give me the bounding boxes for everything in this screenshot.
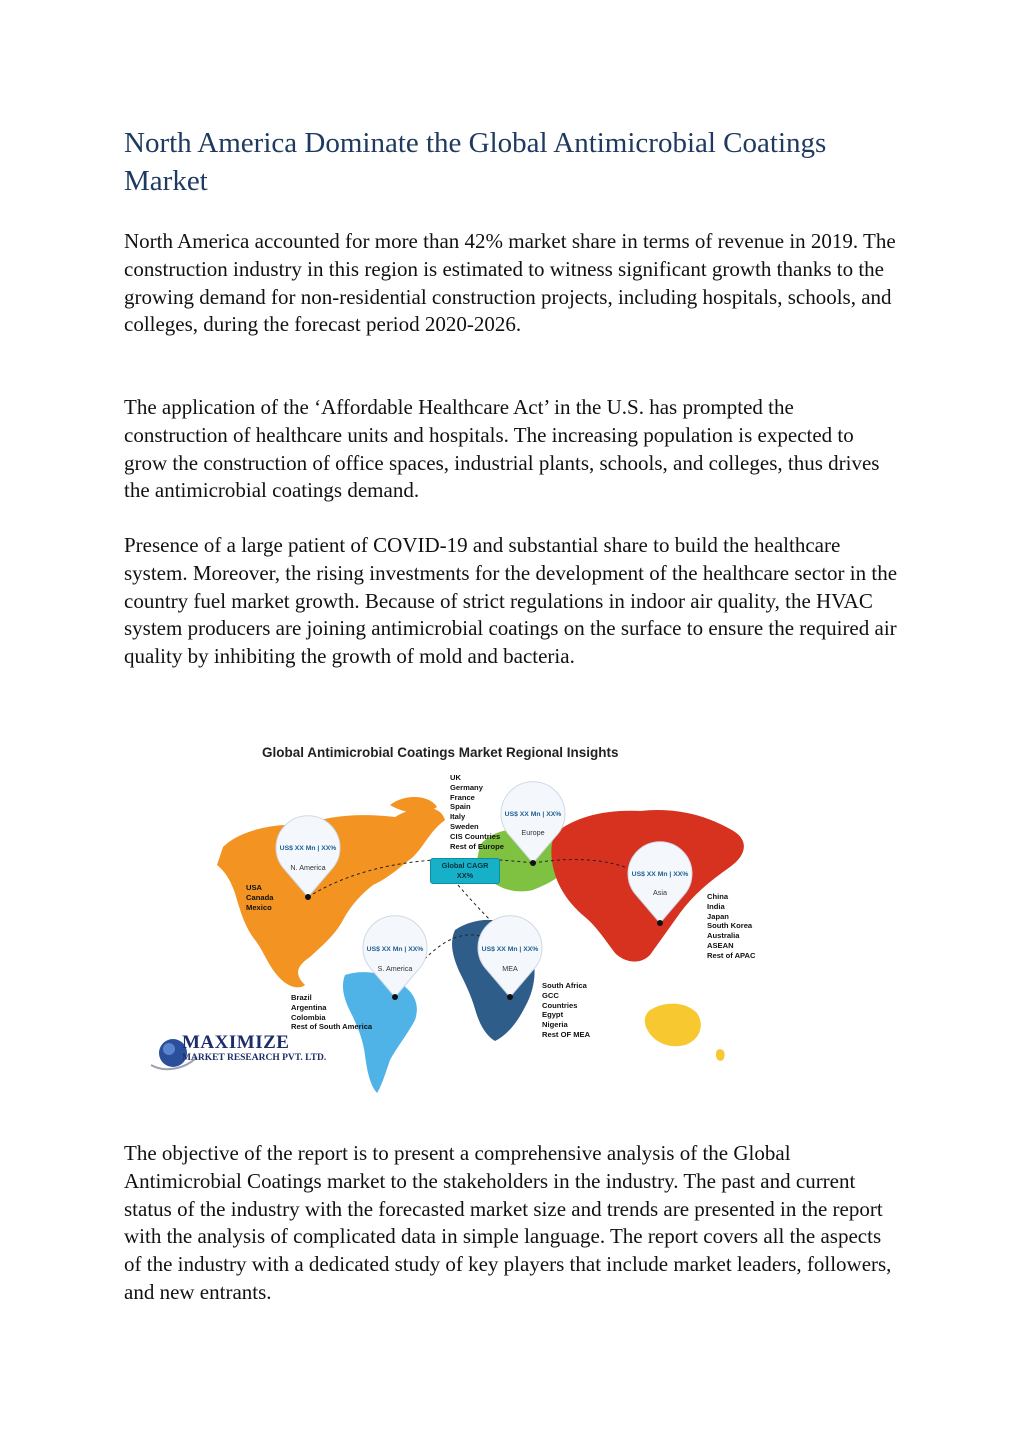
paragraph-3: Presence of a large patient of COVID-19 and substantial share to build the healthcare system. Moreover, the rising investments for the development of the healthcare sector in the country fuel market growth. Because of strict regulations in indoor air quality, the HVAC system producers are joining antimicrobial coatings on the surface to ensure the required air quality by inhibiting the growth of mold and bacteria. bbox=[124, 533, 898, 669]
logo-name: MAXIMIZE bbox=[182, 1032, 290, 1053]
asia-country-list: China India Japan South Korea Australia ASEAN Rest of APAC bbox=[707, 892, 756, 960]
paragraph-2: The application of the ‘Affordable Healthcare Act’ in the U.S. has prompted the construction of healthcare units and hospitals. The increasing population is expected to grow the construction of office spaces, industrial plants, schools, and colleges, thus drives the antimicrobial coatings demand. bbox=[124, 395, 880, 503]
figure-title: Global Antimicrobial Coatings Market Regional Insights bbox=[262, 745, 619, 760]
europe-value: US$ XX Mn | XX% bbox=[504, 811, 562, 818]
na-value: US$ XX Mn | XX% bbox=[279, 845, 337, 852]
na-region: N. America bbox=[290, 863, 326, 872]
australia-shape bbox=[645, 1004, 701, 1047]
global-cagr-badge bbox=[430, 858, 500, 884]
regional-insights-figure bbox=[145, 735, 905, 1095]
mea-region: MEA bbox=[502, 964, 518, 973]
asia-region: Asia bbox=[653, 888, 667, 897]
cagr-value: XX% bbox=[456, 871, 474, 880]
page-title: North America Dominate the Global Antimicrobial Coatings Market bbox=[124, 127, 827, 197]
asia-value: US$ XX Mn | XX% bbox=[631, 871, 689, 878]
sa-country-list: Brazil Argentina Colombia Rest of South America bbox=[291, 993, 373, 1032]
paragraph-1: North America accounted for more than 42% market share in terms of revenue in 2019. The construction industry in this region is estimated to witness significant growth thanks to the growing demand for non-residential construction projects, including hospitals, schools, and colleges, during the forecast period 2020-2026. bbox=[124, 229, 896, 337]
europe-region: Europe bbox=[521, 828, 545, 837]
mea-country-list: South Africa GCC Countries Egypt Nigeria Rest OF MEA bbox=[542, 981, 591, 1039]
south-america-shape bbox=[343, 972, 417, 1093]
sa-region: S. America bbox=[377, 964, 413, 973]
cagr-label: Global CAGR bbox=[441, 861, 489, 870]
europe-country-list: UK Germany France Spain Italy Sweden CIS Countries Rest of Europe bbox=[450, 773, 505, 851]
na-country-list: USA Canada Mexico bbox=[246, 883, 274, 912]
sa-value: US$ XX Mn | XX% bbox=[366, 946, 424, 953]
mea-value: US$ XX Mn | XX% bbox=[481, 946, 539, 953]
logo-subtitle: MARKET RESEARCH PVT. LTD. bbox=[182, 1053, 327, 1063]
paragraph-4: The objective of the report is to present a comprehensive analysis of the Global Antimicrobial Coatings market to the stakeholders in the industry. The past and current status of the industry with the forecasted market size and trends are presented in the report with the analysis of complicated data in simple language. The report covers all the aspects of the industry with a dedicated study of key players that include market leaders, followers, and new entrants. bbox=[124, 1141, 892, 1304]
